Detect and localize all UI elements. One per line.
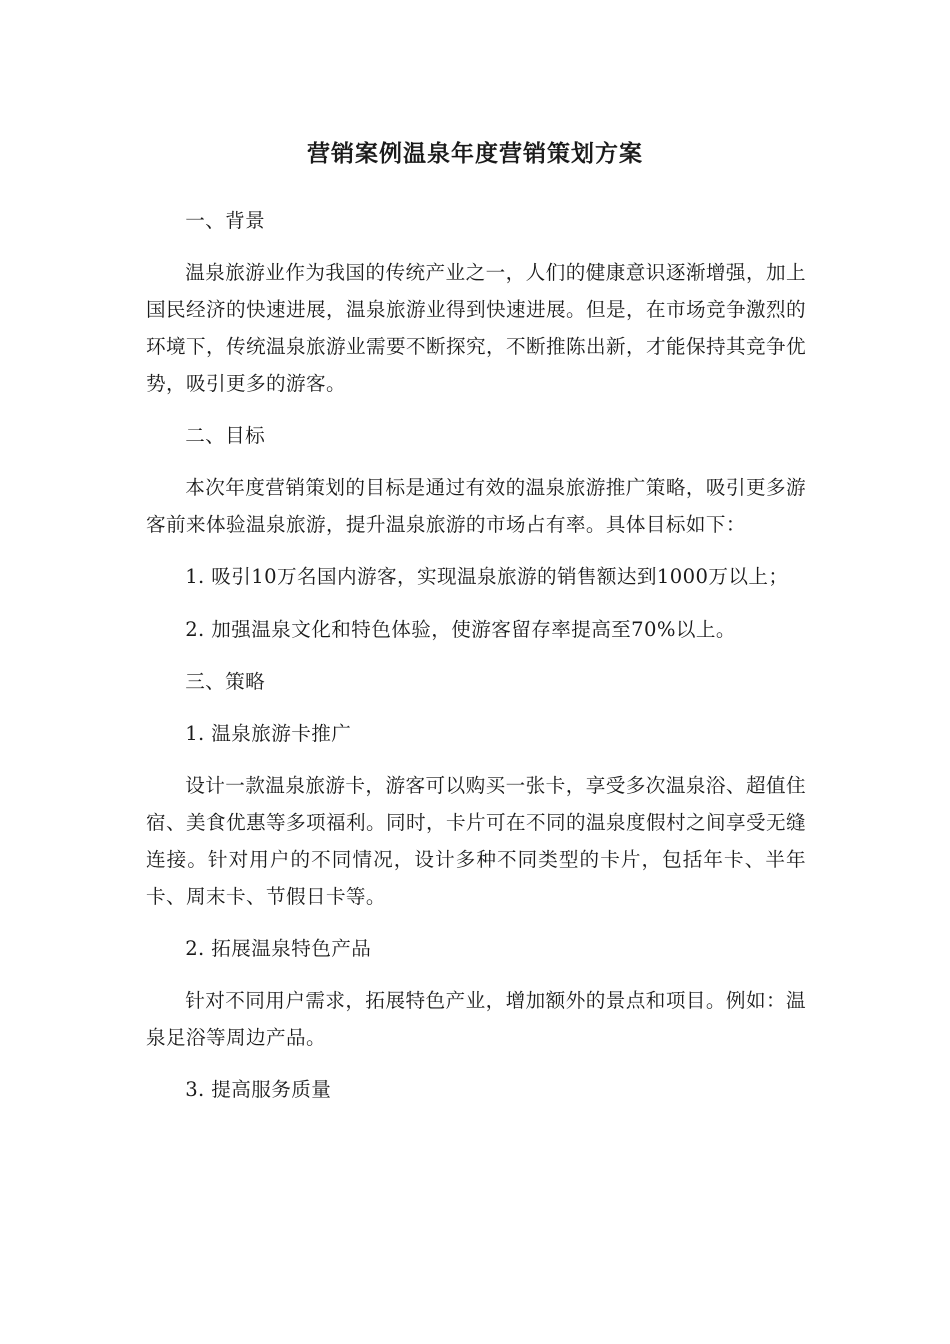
strategy-heading-2: 2. 拓展温泉特色产品 xyxy=(185,937,372,960)
strategy-heading-1: 1. 温泉旅游卡推广 xyxy=(185,722,352,745)
document-title: 营销案例温泉年度营销策划方案 xyxy=(307,141,643,167)
section-heading-strategy: 三、策略 xyxy=(185,670,266,693)
paragraph-strategy-2: 针对不同用户需求，拓展特色产业，增加额外的景点和项目。例如：温泉足浴等周边产品。 xyxy=(146,989,806,1049)
goal-item-2: 2. 加强温泉文化和特色体验，使游客留存率提高至70%以上。 xyxy=(185,618,736,641)
paragraph-goals: 本次年度营销策划的目标是通过有效的温泉旅游推广策略，吸引更多游客前来体验温泉旅游，提升温泉旅游的市场占有率。具体目标如下： xyxy=(146,476,806,536)
section-heading-background: 一、背景 xyxy=(185,209,266,232)
goal-item-1: 1. 吸引10万名国内游客，实现温泉旅游的销售额达到1000万以上； xyxy=(185,565,789,588)
paragraph-strategy-1: 设计一款温泉旅游卡，游客可以购买一张卡，享受多次温泉浴、超值住宿、美食优惠等多项福利。同时，卡片可在不同的温泉度假村之间享受无缝连接。针对用户的不同情况，设计多种不同类型的卡片，包括年卡、半年卡、周末卡、节假日卡等。 xyxy=(146,774,806,908)
strategy-heading-3: 3. 提高服务质量 xyxy=(185,1078,332,1101)
paragraph-background: 温泉旅游业作为我国的传统产业之一，人们的健康意识逐渐增强，加上国民经济的快速进展，温泉旅游业得到快速进展。但是，在市场竞争激烈的环境下，传统温泉旅游业需要不断探究，不断推陈出新，才能保持其竞争优势，吸引更多的游客。 xyxy=(146,261,806,395)
section-heading-goals: 二、目标 xyxy=(185,424,266,447)
document-body xyxy=(146,202,806,1108)
